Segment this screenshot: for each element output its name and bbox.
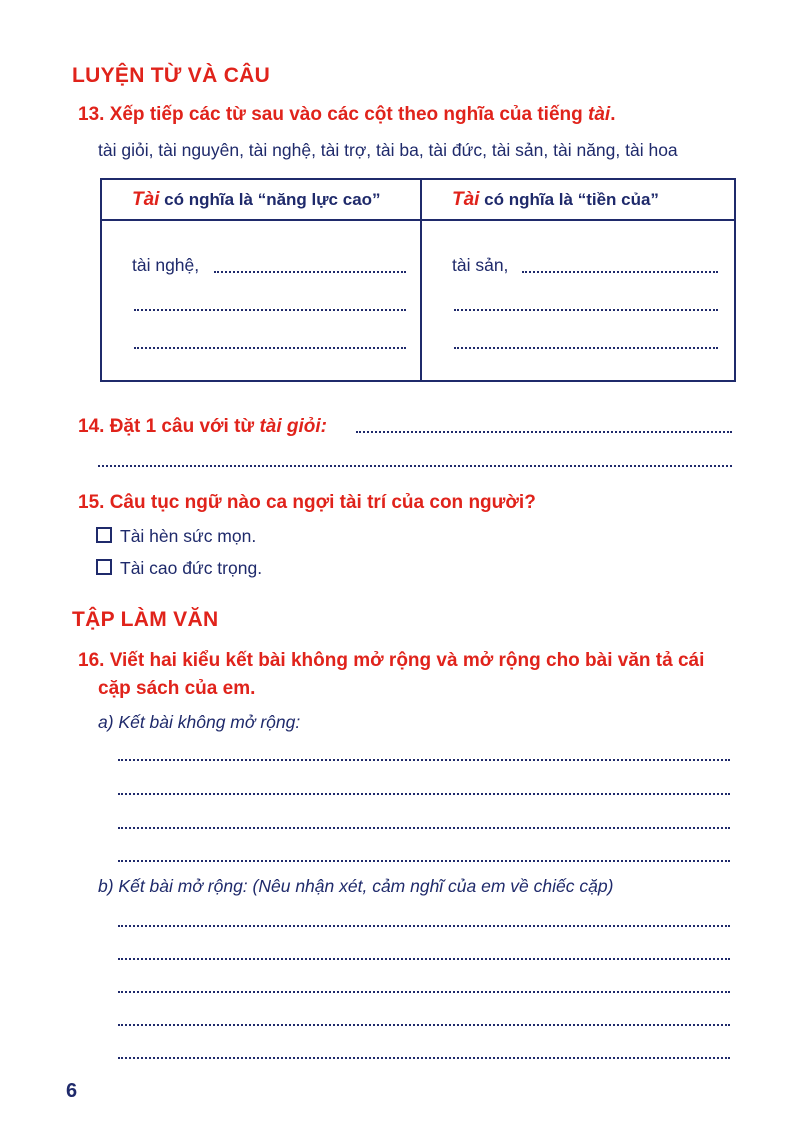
- q16b-answer-line[interactable]: [118, 1057, 730, 1059]
- col1-answer-line[interactable]: [134, 309, 406, 311]
- question-16-title-line2: cặp sách của em.: [98, 678, 256, 699]
- q15-option-2[interactable]: [96, 558, 262, 579]
- col2-header-text: có nghĩa là “tiền của”: [479, 190, 659, 209]
- table-column-divider: [420, 180, 422, 380]
- q16a-answer-line[interactable]: [118, 759, 730, 761]
- q13-classification-table: [100, 178, 736, 382]
- q15-option-2-label: Tài cao đức trọng.: [120, 558, 263, 578]
- q16a-answer-line[interactable]: [118, 793, 730, 795]
- col2-header-keyword: Tài: [452, 189, 480, 210]
- q16-part-b-label: b) Kết bài mở rộng: (Nêu nhận xét, cảm nghĩ của em về chiếc cặp): [98, 876, 614, 896]
- q15-option-1[interactable]: [96, 526, 256, 547]
- q13-title-suffix: .: [610, 104, 616, 125]
- q13-title-prefix: 13. Xếp tiếp các từ sau vào các cột theo nghĩa của tiếng: [78, 104, 589, 125]
- col2-answer-line[interactable]: [454, 347, 718, 349]
- col1-answer-line[interactable]: [214, 271, 406, 273]
- col1-answer-line[interactable]: [134, 347, 406, 349]
- q16b-answer-line[interactable]: [118, 925, 730, 927]
- section-title-tap-lam-van: TẬP LÀM VĂN: [72, 608, 219, 631]
- question-13-title: [78, 104, 616, 126]
- q15-option-1-label: Tài hèn sức mọn.: [120, 526, 257, 546]
- q14-title-prefix: 14. Đặt 1 câu với từ: [78, 416, 260, 437]
- col1-first-entry: tài nghệ,: [132, 255, 200, 275]
- q14-answer-line[interactable]: [356, 431, 732, 433]
- q16a-answer-line[interactable]: [118, 827, 730, 829]
- q14-title-keyword: tài giỏi:: [259, 416, 328, 437]
- q16b-answer-line[interactable]: [118, 958, 730, 960]
- q13-word-list: tài giỏi, tài nguyên, tài nghệ, tài trợ, tài ba, tài đức, tài sản, tài năng, tài hoa: [98, 140, 678, 160]
- page-number: 6: [66, 1080, 78, 1102]
- col1-header-keyword: Tài: [132, 189, 160, 210]
- section-title-luyen-tu: LUYỆN TỪ VÀ CÂU: [72, 64, 271, 87]
- col2-header: [452, 189, 659, 211]
- q16a-answer-line[interactable]: [118, 860, 730, 862]
- q16-part-a-label: a) Kết bài không mở rộng:: [98, 712, 301, 732]
- q16b-answer-line[interactable]: [118, 991, 730, 993]
- q14-answer-line[interactable]: [98, 465, 732, 467]
- question-15-title: 15. Câu tục ngữ nào ca ngợi tài trí của con người?: [78, 492, 536, 513]
- question-14-title: [78, 416, 327, 438]
- q13-title-keyword: tài: [588, 104, 611, 125]
- col1-header: [132, 189, 381, 211]
- col2-first-entry: tài sản,: [452, 255, 509, 275]
- checkbox-icon[interactable]: [96, 559, 112, 575]
- col1-header-text: có nghĩa là “năng lực cao”: [159, 190, 381, 209]
- col2-answer-line[interactable]: [522, 271, 718, 273]
- col2-answer-line[interactable]: [454, 309, 718, 311]
- question-16-title-line1: 16. Viết hai kiểu kết bài không mở rộng và mở rộng cho bài văn tả cái: [78, 650, 705, 671]
- checkbox-icon[interactable]: [96, 527, 112, 543]
- q16b-answer-line[interactable]: [118, 1024, 730, 1026]
- table-header-divider: [102, 219, 734, 221]
